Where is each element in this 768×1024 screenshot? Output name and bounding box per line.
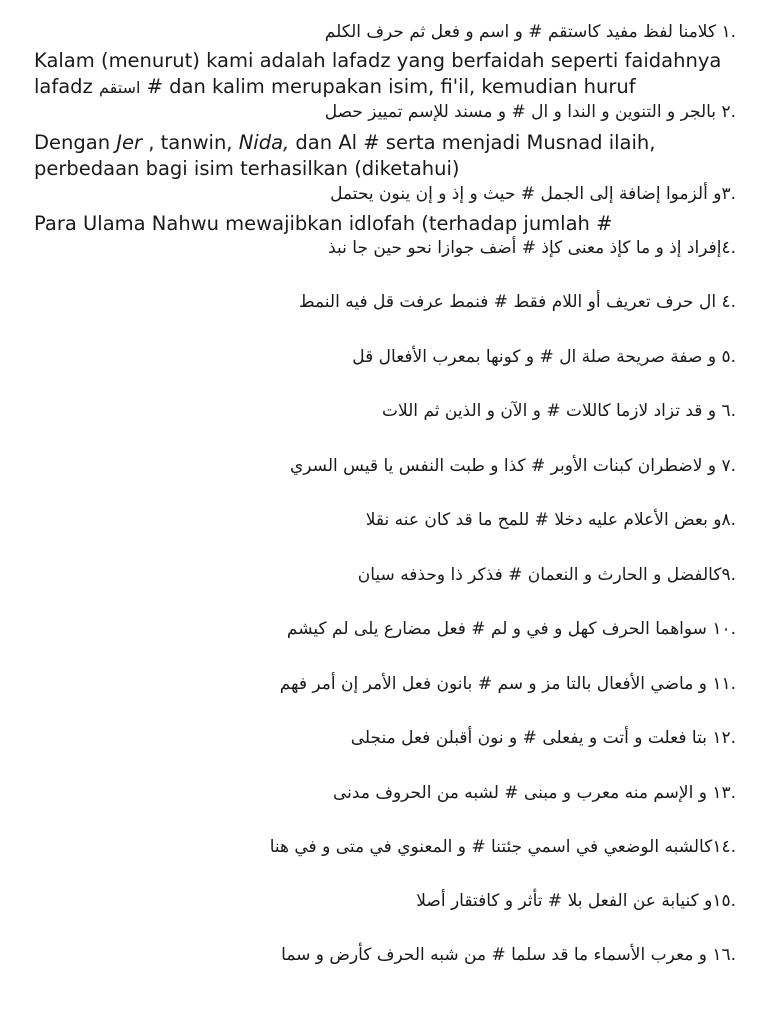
verse-1-arabic: .١ كلامنا لفظ مفيد كاستقم # و اسم و فعل ثم حرف الكلم	[324, 22, 736, 42]
translation-2-text-b: , tanwin,	[142, 131, 239, 154]
verse-14-arabic: .١٣ و الإسم منه معرب و مبنى # لشبه من الحروف مدنى	[333, 783, 736, 803]
translation-2-jer: Jer	[116, 131, 143, 154]
verse-13-arabic: .١٢ بتا فعلت و أتت و يفعلى # و نون أقبلن فعل منجلى	[350, 728, 736, 748]
verse-17-arabic: .١٦ و معرب الأسماء ما قد سلما # من شبه الحرف كأرض و سما	[281, 945, 736, 965]
verse-8-arabic: .٧ و لاضطران كبنات الأوبر # كذا و طبت النفس يا قيس السري	[290, 456, 736, 476]
translation-1-text-b: # dan kalim merupakan isim, fi'il, kemudian huruf	[140, 75, 636, 98]
translation-1-line-2	[34, 74, 728, 100]
translation-1-line-1: Kalam (menurut) kami adalah lafadz yang berfaidah seperti faidahnya	[34, 49, 722, 72]
translation-1-arabic-word: استقم	[99, 78, 141, 97]
verse-2-arabic: .٢ بالجر و التنوين و الندا و ال # و مسند للإسم تمييز حصل	[324, 102, 736, 122]
translation-2-text-a: Dengan	[34, 131, 117, 154]
verse-10-arabic: .٩كالفضل و الحارث و النعمان # فذكر ذا وحذفه سيان	[357, 565, 736, 585]
verse-7-arabic: .٦ و قد تزاد لازما كاللات # و الآن و الذين ثم اللات	[381, 401, 736, 421]
verse-15-arabic: .١٤كالشبه الوضعي في اسمي جئتنا # و المعنوي في متى و في هنا	[269, 837, 736, 857]
translation-2-line-2: perbedaan bagi isim terhasilkan (diketahui)	[34, 157, 460, 180]
translation-3-line-1: Para Ulama Nahwu mewajibkan idlofah (terhadap jumlah #	[34, 212, 613, 235]
verse-11-arabic: .١٠ سواهما الحرف كهل و في و لم # فعل مضارع يلى لم كيشم	[286, 619, 736, 639]
translation-2-line-1	[34, 130, 728, 155]
verse-4-arabic: .٤إفراد إذ و ما كإذ معنى كإذ # أضف جوازا نحو حين جا نبذ	[328, 238, 736, 258]
verse-16-arabic: .١٥و كنيابة عن الفعل بلا # تأثر و كافتقار أصلا	[416, 891, 736, 911]
verse-6-arabic: .٥ و صفة صريحة صلة ال # و كونها بمعرب الأفعال قل	[352, 347, 736, 367]
verse-9-arabic: .٨و بعض الأعلام عليه دخلا # للمح ما قد كان عنه نقلا	[365, 510, 736, 530]
translation-2-nida: Nida,	[238, 131, 290, 154]
verse-12-arabic: .١١ و ماضي الأفعال بالتا مز و سم # بانون فعل الأمر إن أمر فهم	[279, 674, 736, 694]
verse-5-arabic: .٤ ال حرف تعريف أو اللام فقط # فنمط عرفت قل فيه النمط	[298, 292, 736, 312]
verse-3-arabic: .٣و ألزموا إضافة إلى الجمل # حيث و إذ و إن ينون يحتمل	[330, 184, 736, 204]
translation-2-text-c: dan Al # serta menjadi Musnad ilaih,	[289, 131, 656, 154]
translation-1-text-a: lafadz	[34, 75, 99, 98]
